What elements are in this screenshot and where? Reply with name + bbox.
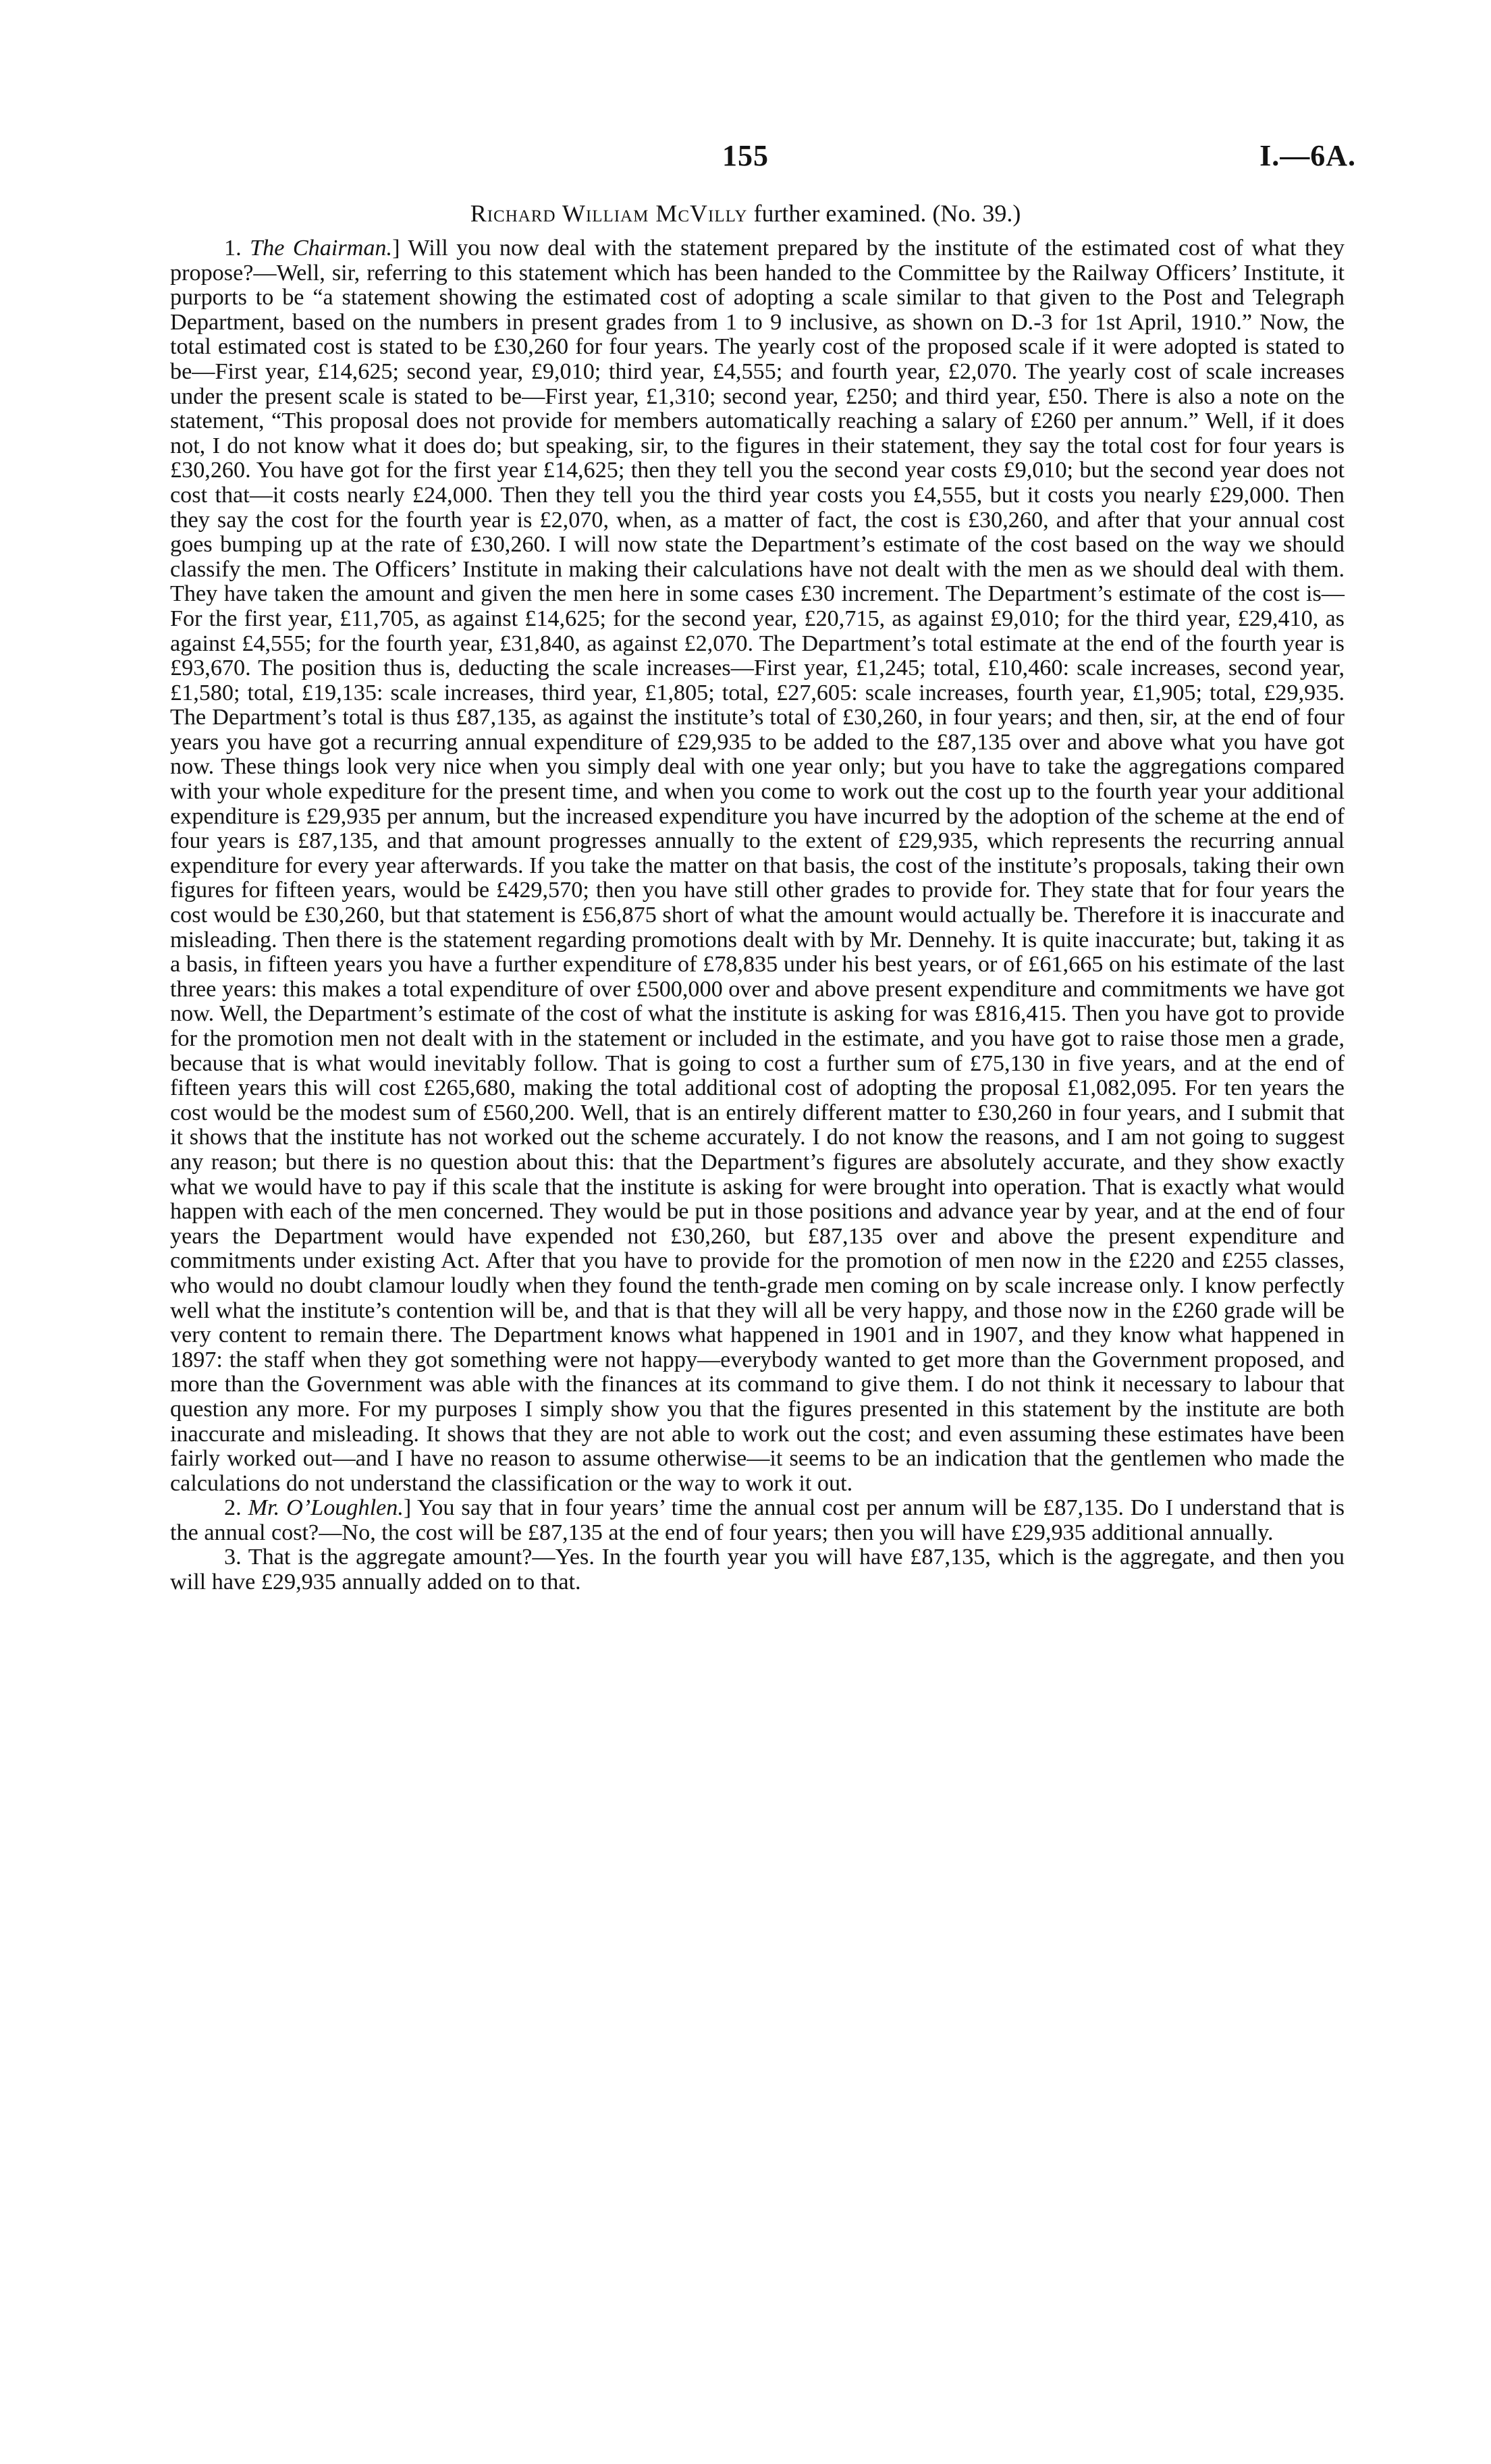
question-answer-text: You say that in four years’ time the annual cost per annum will be £87,135. Do I understand that is the annual cost?—No, the cost will be £87,135 at the end of four years; then you will have £29,935 additional annually. (170, 1495, 1345, 1545)
page-number: 155 (722, 139, 769, 172)
speaker-bracket: ] (392, 236, 400, 261)
speaker-name: Mr. O’Loughlen. (248, 1495, 404, 1521)
heading-suffix: further examined. (No. 39.) (753, 200, 1021, 227)
document-reference: I.—6A. (1259, 139, 1356, 172)
witness-heading (0, 199, 1491, 227)
question-number: 1. (224, 236, 242, 261)
speaker-bracket: ] (403, 1495, 412, 1521)
question-paragraph-1 (170, 236, 1345, 1496)
testimony-body (170, 236, 1345, 1595)
question-number: 3. (224, 1545, 242, 1570)
question-number: 2. (224, 1495, 242, 1521)
witness-name: Richard William McVilly (470, 200, 748, 227)
speaker-name: The Chairman. (250, 236, 393, 261)
question-answer-text: That is the aggregate amount?—Yes. In the fourth year you will have £87,135, which is the aggregate, and then you will have £29,935 annually added on to that. (170, 1545, 1345, 1595)
question-answer-text: Will you now deal with the statement prepared by the institute of the estimated cost of what they propose?—Well, sir, referring to this statement which has been handed to the Committee by the Railway Officers’ Institute, it purports to be “a statement showing the estimated cost of adopting a scale similar to that given to the Post and Telegraph Department, based on the numbers in present grades from 1 to 9 inclusive, as shown on D.-3 for 1st April, 1910.” Now, the total estimated cost is stated to be £30,260 for four years. The yearly cost of the proposed scale if it were adopted is stated to be—First year, £14,625; second year, £9,010; third year, £4,555; and fourth year, £2,070. The yearly cost of scale increases under the present scale is stated to be—First year, £1,310; second year, £250; and third year, £50. There is also a note on the statement, “This proposal does not provide for members automatically reaching a salary of £260 per annum.” Well, if it does not, I do not know what it does do; but speaking, sir, to the figures in their statement, they say the total cost for four years is £30,260. You have got for the first year £14,625; then they tell you the second year costs £9,010; but the second year does not cost that—it costs nearly £24,000. Then they tell you the third year costs you £4,555, but it costs you nearly £29,000. Then they say the cost for the fourth year is £2,070, when, as a matter of fact, the cost is £30,260, and after that your annual cost goes bumping up at the rate of £30,260. I will now state the Department’s estimate of the cost based on the way we should classify the men. The Officers’ Institute in making their calculations have not dealt with the men as we should deal with them. They have taken the amount and given the men here in some cases £30 increment. The Department’s estimate of the cost is—For the first year, £11,705, as against £14,625; for the second year, £20,715, as against £9,010; for the third year, £29,410, as against £4,555; for the fourth year, £31,840, as against £2,070. The Department’s total estimate at the end of the fourth year is £93,670. The position thus is, deducting the scale increases—First year, £1,245; total, £10,460: scale increases, second year, £1,580; total, £19,135: scale increases, third year, £1,805; total, £27,605: scale increases, fourth year, £1,905; total, £29,935. The Department’s total is thus £87,135, as against the institute’s total of £30,260, in four years; and then, sir, at the end of four years you have got a recurring annual expenditure of £29,935 to be added to the £87,135 over and above what you have got now. These things look very nice when you simply deal with one year only; but you have to take the aggregations compared with your whole expediture for the present time, and when you come to work out the cost up to the fourth year your additional expenditure is £29,935 per annum, but the increased expenditure you have incurred by the adoption of the scheme at the end of four years is £87,135, and that amount progresses annually to the extent of £29,935, which represents the recurring annual expenditure for every year afterwards. If you take the matter on that basis, the cost of the institute’s proposals, taking their own figures for fifteen years, would be £429,570; then you have still other grades to provide for. They state that for four years the cost would be £30,260, but that statement is £56,875 short of what the amount would actually be. Therefore it is inaccurate and misleading. Then there is the statement regarding promotions dealt with by Mr. Dennehy. It is quite inaccurate; but, taking it as a basis, in fifteen years you have a further expenditure of £78,835 under his best years, or of £61,665 on his estimate of the last three years: this makes a total expenditure of over £500,000 over and above present expenditure and commitments we have got now. Well, the Department’s estimate of the cost of what the institute is asking for was £816,415. Then you have got to provide for the promotion men not dealt with in the statement or included in the estimate, and you have got to raise those men a grade, because that is what would inevitably follow. That is going to cost a further sum of £75,130 in five years, and at the end of fifteen years this will cost £265,680, making the total additional cost of adopting the proposal £1,082,095. For ten years the cost would be the modest sum of £560,200. Well, that is an entirely different matter to £30,260 in four years, and I submit that it shows that the institute has not worked out the scheme accurately. I do not know the reasons, and I am not going to suggest any reason; but there is no question about this: that the Department’s figures are absolutely accurate, and they show exactly what we would have to pay if this scale that the institute is asking for were brought into operation. That is exactly what would happen with each of the men concerned. They would be put in those positions and advance year by year, and at the end of four years the Department would have expended not £30,260, but £87,135 over and above the present expenditure and commitments under existing Act. After that you have to provide for the promotion of men now in the £220 and £255 classes, who would no doubt clamour loudly when they found the tenth-grade men coming on by scale increase only. I know perfectly well what the institute’s contention will be, and that is that they will all be very happy, and those now in the £260 grade will be very content to remain there. The Department knows what happened in 1901 and in 1907, and they know what happened in 1897: the staff when they got something were not happy—everybody wanted to get more than the Government proposed, and more than the Government was able with the finances at its command to give them. I do not think it necessary to labour that question any more. For my purposes I simply show you that the figures presented in this statement by the institute are both inaccurate and misleading. It shows that they are not able to work out the cost; and even assuming these estimates have been fairly worked out—and I have no reason to assume otherwise—it seems to be an indication that the gentlemen who made the calculations do not understand the classification or the way to work it out. (170, 236, 1345, 1496)
question-paragraph-2 (170, 1496, 1345, 1545)
question-paragraph-3 (170, 1545, 1345, 1595)
